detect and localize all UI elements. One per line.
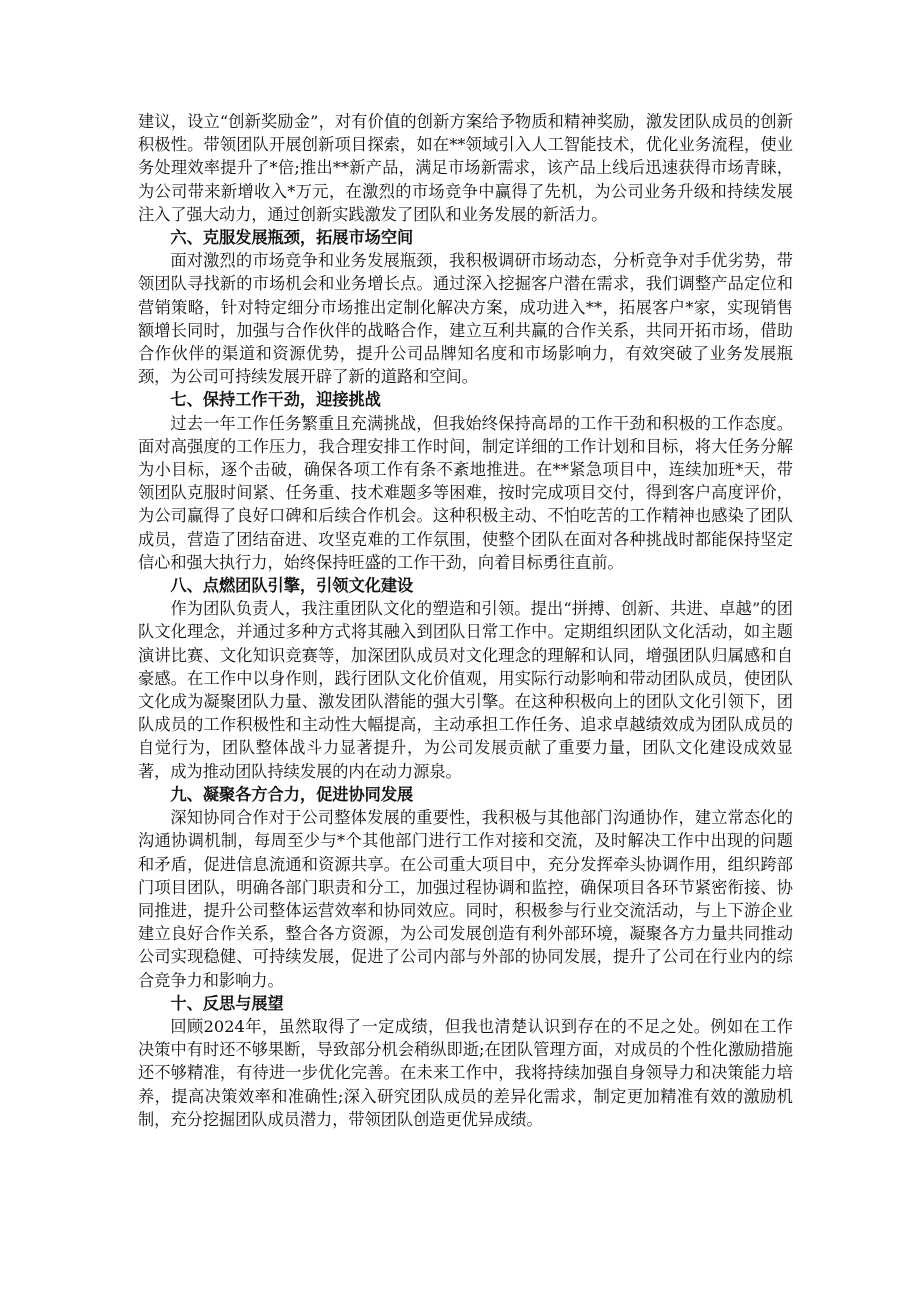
document-page [138, 110, 793, 1131]
section-body-9: 深知协同合作对于公司整体发展的重要性，我积极与其他部门沟通协作，建立常态化的沟通协调机制，每周至少与*个其他部门进行工作对接和交流，及时解决工作中出现的问题和矛盾，促进信息流通和资源共享。在公司重大项目中，充分发挥牵头协调作用，组织跨部门项目团队，明确各部门职责和分工，加强过程协调和监控，确保项目各环节紧密衔接、协同推进，提升公司整体运营效率和协同效应。同时，积极参与行业交流活动，与上下游企业建立良好合作关系，整合各方资源，为公司发展创造有利外部环境，凝聚各方力量共同推动公司实现稳健、可持续发展，促进了公司内部与外部的协同发展，提升了公司在行业内的综合竞争力和影响力。 [138, 808, 793, 990]
section-body-8: 作为团队负责人，我注重团队文化的塑造和引领。提出“拼搏、创新、共进、卓越”的团队文化理念，并通过多种方式将其融入到团队日常工作中。定期组织团队文化活动，如主题演讲比赛、文化知识竞赛等，加深团队成员对文化理念的理解和认同，增强团队归属感和自豪感。在工作中以身作则，践行团队文化价值观，用实际行动影响和带动团队成员，使团队文化成为凝聚团队力量、激发团队潜能的强大引擎。在这种积极向上的团队文化引领下，团队成员的工作积极性和主动性大幅提高，主动承担工作任务、追求卓越绩效成为团队成员的自觉行为，团队整体战斗力显著提升，为公司发展贡献了重要力量，团队文化建设成效显著，成为推动团队持续发展的内在动力源泉。 [138, 599, 793, 781]
opening-paragraph: 建议，设立“创新奖励金”，对有价值的创新方案给予物质和精神奖励，激发团队成员的创新积极性。带领团队开展创新项目探索，如在**领域引入人工智能技术，优化业务流程，使业务处理效率提升了*倍;推出**新产品，满足市场新需求，该产品上线后迅速获得市场青睐，为公司带来新增收入*万元，在激烈的市场竞争中赢得了先机，为公司业务升级和持续发展注入了强大动力，通过创新实践激发了团队和业务发展的新活力。 [138, 112, 793, 224]
section-heading-9: 九、凝聚各方合力，促进协同发展 [170, 784, 414, 804]
section-heading-8: 八、点燃团队引擎，引领文化建设 [170, 576, 414, 596]
section-heading-10: 十、反思与展望 [170, 993, 284, 1013]
section-body-6: 面对激烈的市场竞争和业务发展瓶颈，我积极调研市场动态，分析竞争对手优劣势，带领团队寻找新的市场机会和业务增长点。通过深入挖掘客户潜在需求，我们调整产品定位和营销策略，针对特定细分市场推出定制化解决方案，成功进入**，拓展客户*家，实现销售额增长同时，加强与合作伙伴的战略合作，建立互利共赢的合作关系，共同开拓市场，借助合作伙伴的渠道和资源优势，提升公司品牌知名度和市场影响力，有效突破了业务发展瓶颈，为公司可持续发展开辟了新的道路和空间。 [138, 251, 793, 387]
section-body-7: 过去一年工作任务繁重且充满挑战，但我始终保持高昂的工作干劲和积极的工作态度。面对高强度的工作压力，我合理安排工作时间，制定详细的工作计划和目标，将大任务分解为小目标，逐个击破，确保各项工作有条不紊地推进。在**紧急项目中，连续加班*天，带领团队克服时间紧、任务重、技术难题多等困难，按时完成项目交付，得到客户高度评价，为公司赢得了良好口碑和后续合作机会。这种积极主动、不怕吃苦的工作精神也感染了团队成员，营造了团结奋进、攻坚克难的工作氛围，使整个团队在面对各种挑战时都能保持坚定信心和强大执行力，始终保持旺盛的工作干劲，向着目标勇往直前。 [138, 413, 793, 572]
section-body-10: 回顾2024年，虽然取得了一定成绩，但我也清楚认识到存在的不足之处。例如在工作决策中有时还不够果断，导致部分机会稍纵即逝;在团队管理方面，对成员的个性化激励措施还不够精准，有待进一步优化完善。在未来工作中，我将持续加强自身领导力和决策能力培养，提高决策效率和准确性;深入研究团队成员的差异化需求，制定更加精准有效的激励机制，充分挖掘团队成员潜力，带领团队创造更优异成绩。 [138, 1016, 793, 1129]
section-heading-7: 七、保持工作干劲，迎接挑战 [170, 390, 381, 410]
section-heading-6: 六、克服发展瓶颈，拓展市场空间 [170, 228, 414, 248]
